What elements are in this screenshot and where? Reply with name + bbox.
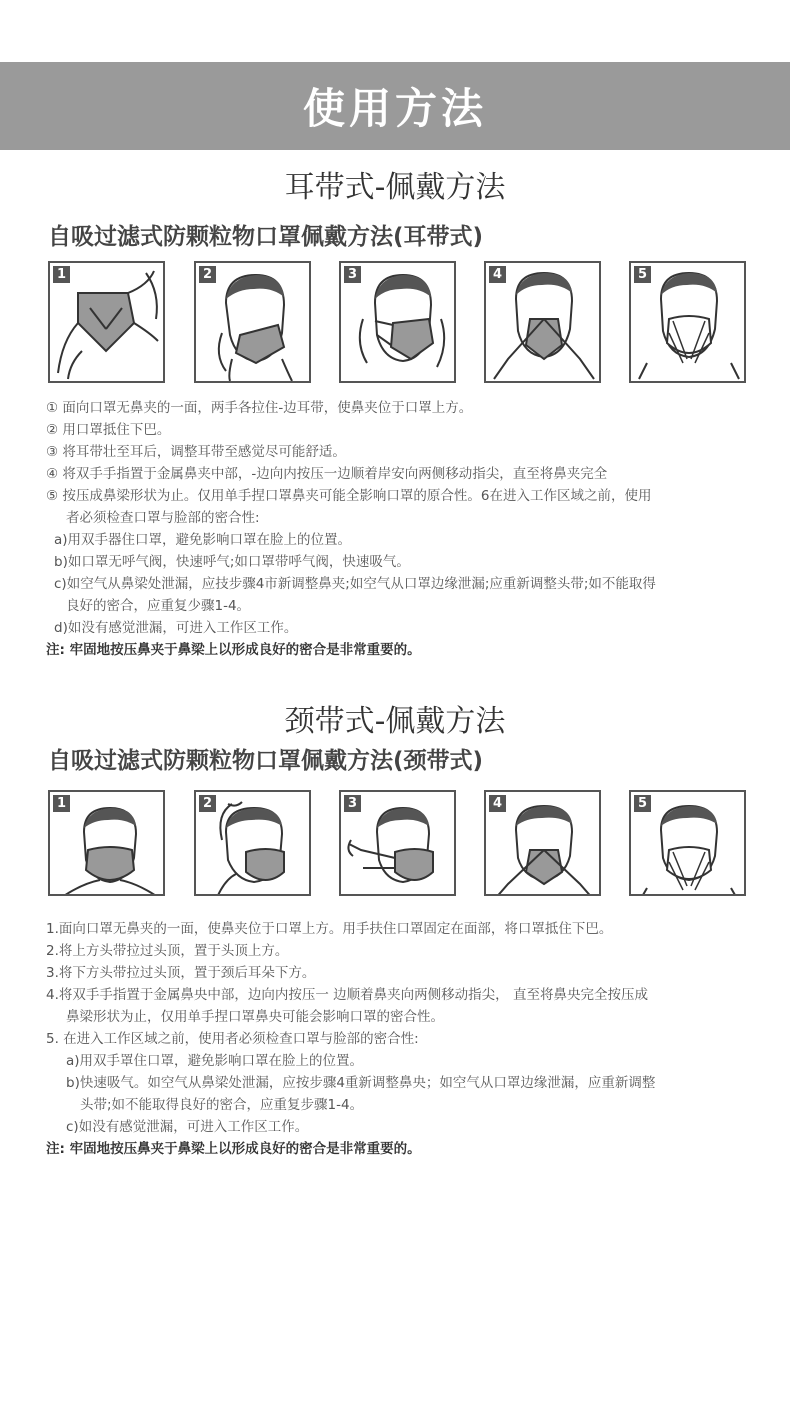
earloop-section-title: 耳带式-佩戴方法 bbox=[284, 170, 506, 205]
page-title: 使用方法 bbox=[302, 84, 487, 133]
instruction-line: 3.将下方头带拉过头顶，置于颈后耳朵下方。 bbox=[46, 965, 316, 981]
step-number: 1 bbox=[53, 266, 70, 283]
instruction-line: 者必须检查口罩与脸部的密合性: bbox=[66, 510, 260, 526]
neck-steps bbox=[48, 790, 748, 912]
earloop-step-1 bbox=[48, 261, 165, 383]
earloop-step-3 bbox=[339, 261, 456, 383]
step-number: 4 bbox=[489, 795, 506, 812]
instruction-line: ④ 将双手手指置于金属鼻夹中部，-边向内按压一边顺着岸安向两侧移动指尖，直至将鼻夹完全 bbox=[46, 466, 608, 482]
instruction-line: 良好的密合，应重复少骤1-4。 bbox=[66, 598, 251, 614]
earloop-steps bbox=[48, 261, 748, 383]
neck-step-1 bbox=[48, 790, 165, 896]
step-number: 2 bbox=[199, 266, 216, 283]
step-number: 5 bbox=[634, 795, 651, 812]
neck-instructions bbox=[46, 918, 746, 1160]
neck-subtitle: 自吸过滤式防颗粒物口罩佩戴方法(颈带式) bbox=[48, 748, 484, 774]
header-banner bbox=[0, 62, 790, 150]
earloop-step-5 bbox=[629, 261, 746, 383]
instruction-line: 头带;如不能取得良好的密合，应重复步骤1-4。 bbox=[80, 1097, 364, 1113]
instruction-line: ② 用口罩抵住下巴。 bbox=[46, 422, 171, 438]
step-number: 1 bbox=[53, 795, 70, 812]
earloop-step-4 bbox=[484, 261, 601, 383]
instruction-line: b)快速吸气。如空气从鼻梁处泄漏，应按步骤4重新调整鼻央；如空气从口罩边缘泄漏，应重新调整 bbox=[66, 1075, 656, 1091]
instruction-line: 1.面向口罩无鼻夹的一面，使鼻夹位于口罩上方。用手扶住口罩固定在面部，将口罩抵住下巴。 bbox=[46, 921, 613, 937]
step-number: 3 bbox=[344, 795, 361, 812]
step-number: 3 bbox=[344, 266, 361, 283]
neck-note: 注: 牢固地按压鼻夹于鼻梁上以形成良好的密合是非常重要的。 bbox=[46, 1141, 421, 1157]
instruction-line: ③ 将耳带壮至耳后，调整耳带至感觉尽可能舒适。 bbox=[46, 444, 346, 460]
earloop-subtitle: 自吸过滤式防颗粒物口罩佩戴方法(耳带式) bbox=[48, 224, 484, 250]
instruction-line: a)用双手罩住口罩，避免影响口罩在脸上的位置。 bbox=[66, 1053, 364, 1069]
instruction-line: ① 面向口罩无鼻夹的一面，两手各拉住-边耳带，使鼻夹位于口罩上方。 bbox=[46, 400, 473, 416]
instruction-line: 鼻梁形状为止，仅用单手捏口罩鼻央可能会影响口罩的密合性。 bbox=[66, 1009, 444, 1025]
instruction-line: c)如没有感觉泄漏，可进入工作区工作。 bbox=[66, 1119, 309, 1135]
step-number: 4 bbox=[489, 266, 506, 283]
instruction-line: 5. 在进入工作区域之前，使用者必须检查口罩与脸部的密合性: bbox=[46, 1031, 419, 1047]
earloop-instructions bbox=[46, 397, 746, 661]
instruction-line: ⑤ 按压成鼻梁形状为止。仅用单手捏口罩鼻夹可能全影响口罩的原合性。6在进入工作区域之前，使用 bbox=[46, 488, 652, 504]
instruction-line: c)如空气从鼻梁处泄漏，应技步骤4市新调整鼻夹;如空气从口罩边缘泄漏;应重新调整头带;如不能取得 bbox=[54, 576, 656, 592]
step-number: 5 bbox=[634, 266, 651, 283]
step-number: 2 bbox=[199, 795, 216, 812]
neck-step-5 bbox=[629, 790, 746, 896]
neck-step-4 bbox=[484, 790, 601, 896]
neck-step-3 bbox=[339, 790, 456, 896]
instruction-line: 4.将双手手指置于金属鼻央中部，边向内按压一 边顺着鼻夹向两侧移动指尖， 直至将鼻央完全按压成 bbox=[46, 987, 648, 1003]
instruction-line: d)如没有感觉泄漏，可进入工作区工作。 bbox=[54, 620, 298, 636]
neck-section-title: 颈带式-佩戴方法 bbox=[284, 704, 506, 739]
instruction-line: a)用双手器住口罩，避免影响口罩在脸上的位置。 bbox=[54, 532, 352, 548]
earloop-step-2 bbox=[194, 261, 311, 383]
neck-step-2 bbox=[194, 790, 311, 896]
earloop-note: 注: 牢固地按压鼻夹于鼻梁上以形成良好的密合是非常重要的。 bbox=[46, 642, 421, 658]
instruction-line: 2.将上方头带拉过头顶，置于头顶上方。 bbox=[46, 943, 289, 959]
instruction-line: b)如口罩无呼气阀，快速呼气;如口罩带呼气阀，快速吸气。 bbox=[54, 554, 410, 570]
